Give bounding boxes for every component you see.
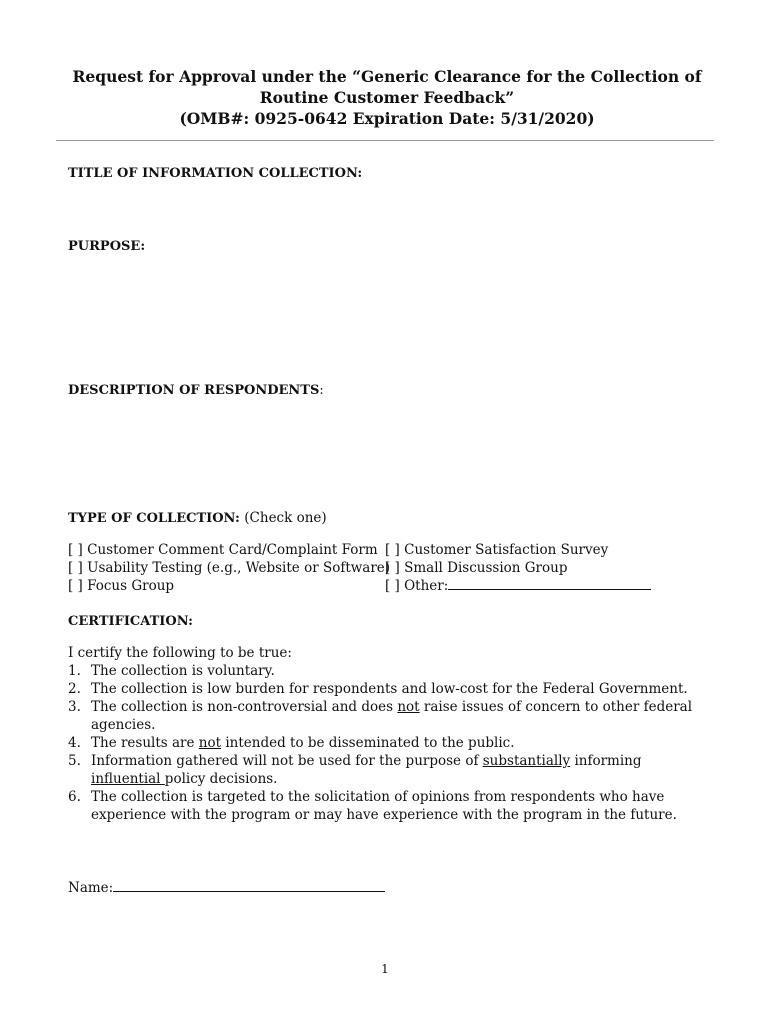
- certification-intro: I certify the following to be true:: [68, 645, 292, 661]
- option-focus-group[interactable]: [ ] Focus Group: [68, 578, 175, 594]
- underlined-not: not: [397, 699, 420, 715]
- item-text-part: Information gathered will not be used for the purpose of: [91, 753, 483, 769]
- respondents-label-text: DESCRIPTION OF RESPONDENTS: [68, 383, 320, 398]
- option-other-label: [ ] Other:: [385, 578, 449, 594]
- title-line-2: Routine Customer Feedback”: [259, 88, 515, 107]
- name-blank-line[interactable]: [113, 879, 385, 892]
- option-usability-testing[interactable]: [ ] Usability Testing (e.g., Website or Software): [68, 560, 391, 576]
- respondents-label-colon: :: [319, 383, 324, 398]
- certification-item: [68, 698, 708, 734]
- item-text-part: raise issues of concern to other federal agencies.: [91, 699, 693, 733]
- item-text-part: The collection is non-controversial and does: [91, 699, 398, 715]
- name-label: Name:: [68, 880, 114, 896]
- underlined-influential: influential: [91, 771, 165, 787]
- item-text: The collection is voluntary.: [91, 663, 275, 679]
- item-number: 4.: [68, 735, 81, 751]
- option-satisfaction-survey[interactable]: [ ] Customer Satisfaction Survey: [385, 542, 609, 558]
- item-text: [91, 752, 708, 788]
- item-text: The collection is targeted to the solicitation of opinions from respondents who have experience with the program or may have experience with the program in the future.: [91, 789, 677, 823]
- item-text: [91, 734, 708, 752]
- type-of-collection-label: [68, 510, 327, 526]
- certification-item: [68, 662, 708, 680]
- certification-item: [68, 734, 708, 752]
- title-divider: [56, 140, 714, 141]
- option-other[interactable]: [385, 577, 651, 595]
- certification-item: [68, 680, 708, 698]
- title-line-1: Request for Approval under the “Generic Clearance for the Collection of: [72, 67, 702, 86]
- underlined-substantially: substantially: [482, 753, 571, 769]
- item-text: [91, 698, 708, 734]
- option-small-discussion-group[interactable]: [ ] Small Discussion Group: [385, 560, 568, 576]
- purpose-label: PURPOSE:: [68, 239, 146, 254]
- item-text-part: The results are: [91, 735, 199, 751]
- item-text-part: intended to be disseminated to the public.: [221, 735, 515, 751]
- other-blank-line[interactable]: [448, 577, 651, 590]
- item-number: 3.: [68, 699, 81, 715]
- certification-item: [68, 752, 708, 788]
- title-of-collection-label: TITLE OF INFORMATION COLLECTION:: [68, 166, 363, 181]
- type-of-collection-hint: (Check one): [244, 510, 327, 526]
- underlined-not: not: [198, 735, 222, 751]
- certification-list: [68, 662, 708, 824]
- item-number: 6.: [68, 789, 81, 805]
- document-title: [40, 66, 734, 129]
- respondents-label: [68, 383, 324, 398]
- item-text-part: informing: [570, 753, 642, 769]
- name-field[interactable]: [68, 879, 385, 897]
- item-text-part: policy decisions.: [164, 771, 278, 787]
- certification-label: CERTIFICATION:: [68, 614, 193, 629]
- certification-item: [68, 788, 708, 824]
- title-line-3: (OMB#: 0925-0642 Expiration Date: 5/31/2020): [179, 109, 595, 128]
- item-number: 2.: [68, 681, 81, 697]
- type-of-collection-text: TYPE OF COLLECTION:: [68, 511, 240, 526]
- item-number: 1.: [68, 663, 81, 679]
- item-number: 5.: [68, 753, 81, 769]
- page-number: 1: [381, 962, 389, 976]
- option-comment-card[interactable]: [ ] Customer Comment Card/Complaint Form: [68, 542, 378, 558]
- item-text: The collection is low burden for respondents and low-cost for the Federal Government.: [91, 681, 688, 697]
